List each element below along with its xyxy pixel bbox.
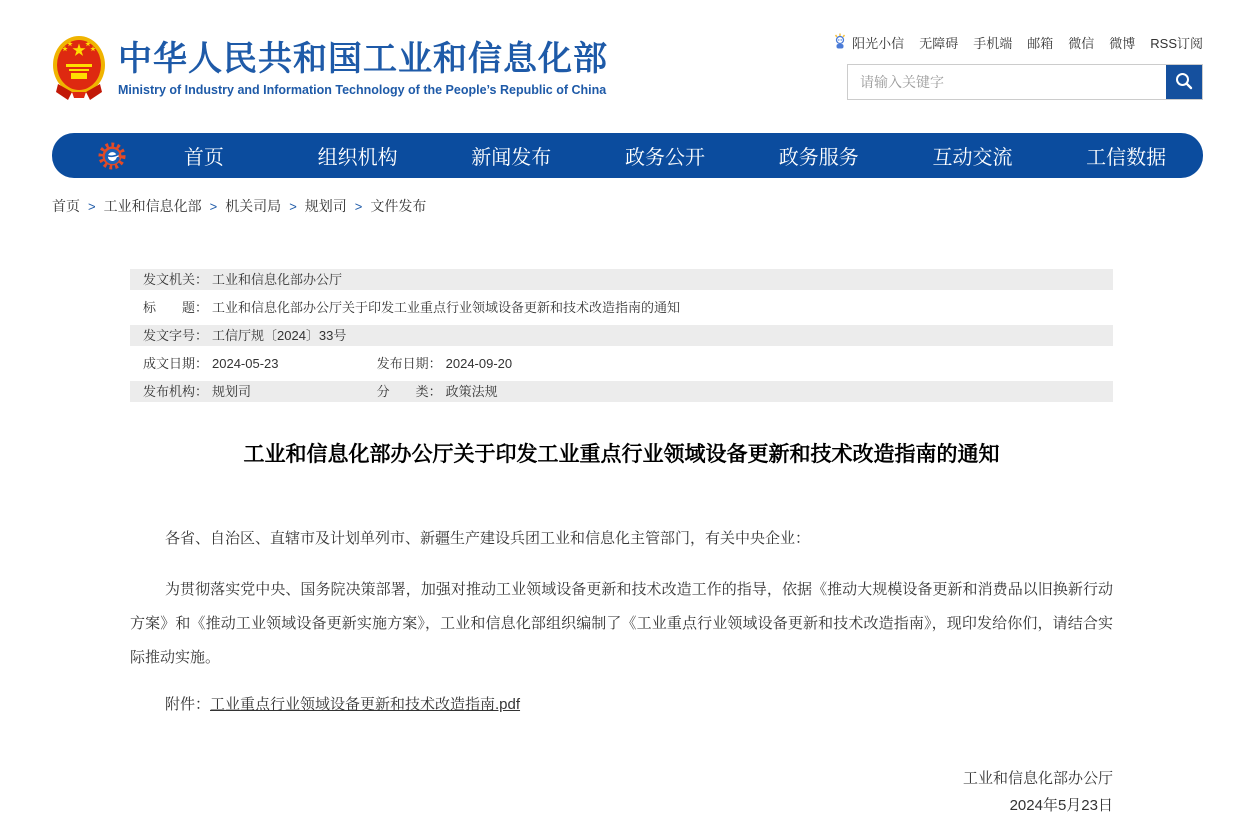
breadcrumb-separator: > (354, 198, 363, 214)
doc-meta-row-doc-number (130, 325, 1113, 346)
search-input[interactable] (848, 65, 1166, 99)
site-title: 中华人民共和国工业和信息化部 (118, 40, 608, 78)
utility-link-accessibility[interactable]: 无障碍 (919, 36, 959, 51)
miit-gear-logo-icon (97, 141, 127, 171)
national-emblem-icon (52, 34, 106, 100)
meta-value: 规划司 (212, 384, 252, 399)
meta-label: 成文日期： (143, 356, 209, 371)
site-header (52, 34, 608, 100)
nav-item-public-affairs[interactable]: 政务公开 (625, 147, 706, 169)
search-bar (847, 64, 1203, 100)
breadcrumb-item-planning[interactable]: 规划司 (304, 198, 347, 214)
meta-label: 发布日期： (376, 356, 442, 371)
meta-label: 分 类： (376, 384, 442, 399)
nav-items (127, 141, 1203, 170)
doc-meta-row-title (130, 297, 1113, 318)
search-button[interactable] (1166, 65, 1202, 99)
breadcrumb-separator: > (209, 198, 218, 214)
robot-icon (832, 33, 848, 52)
nav-item-home[interactable]: 首页 (183, 147, 224, 169)
svg-text:★: ★ (84, 42, 92, 48)
nav-item-data[interactable]: 工信数据 (1086, 147, 1167, 169)
doc-meta-row-dates (130, 353, 1113, 374)
signature-date: 2024年5月23日 (1009, 797, 1113, 814)
breadcrumb-separator: > (289, 198, 297, 214)
main-nav (52, 133, 1203, 178)
nav-item-organization[interactable]: 组织机构 (317, 147, 398, 169)
breadcrumb-item-home[interactable]: 首页 (52, 198, 80, 214)
breadcrumb (52, 196, 426, 216)
utility-link-mail[interactable]: 邮箱 (1027, 36, 1054, 51)
doc-meta-row-issuing-org (130, 269, 1113, 290)
utility-link-mobile[interactable]: 手机端 (973, 36, 1013, 51)
meta-value: 2024-09-20 (445, 356, 513, 371)
signature-block (130, 765, 1113, 819)
attachment-pdf-link[interactable]: 工业重点行业领域设备更新和技术改造指南.pdf (210, 696, 521, 713)
meta-label: 发布机构： (143, 384, 209, 399)
meta-value: 工业和信息化部办公厅 (212, 272, 343, 287)
site-title-block (118, 34, 608, 97)
nav-item-interaction[interactable]: 互动交流 (932, 147, 1013, 169)
svg-text:★: ★ (66, 42, 74, 48)
meta-value: 工信厅规〔2024〕33号 (212, 328, 347, 343)
utility-link-weibo[interactable]: 微博 (1109, 36, 1136, 51)
meta-label: 发文字号： (143, 328, 209, 343)
utility-link-sunshine[interactable]: 阳光小信 (832, 33, 904, 52)
meta-value: 工业和信息化部办公厅关于印发工业重点行业领域设备更新和技术改造指南的通知 (212, 300, 681, 315)
meta-value: 2024-05-23 (212, 356, 279, 371)
doc-meta-row-publisher-category (130, 381, 1113, 402)
svg-text:★: ★ (72, 42, 86, 58)
article-title: 工业和信息化部办公厅关于印发工业重点行业领域设备更新和技术改造指南的通知 (243, 443, 1000, 466)
search-icon (1174, 71, 1194, 94)
attachment-label: 附件： (165, 696, 211, 713)
breadcrumb-item-departments[interactable]: 机关司局 (225, 198, 282, 214)
nav-item-services[interactable]: 政务服务 (778, 147, 859, 169)
document-container (130, 269, 1113, 819)
utility-link-rss[interactable]: RSS订阅 (1150, 36, 1203, 51)
meta-label: 标 题： (143, 300, 209, 315)
utility-link-wechat[interactable]: 微信 (1068, 36, 1095, 51)
meta-label: 发文机关： (143, 272, 209, 287)
breadcrumb-separator: > (88, 198, 96, 214)
signature-org: 工业和信息化部办公厅 (962, 770, 1113, 787)
breadcrumb-item-documents[interactable]: 文件发布 (370, 198, 427, 214)
breadcrumb-item-miit[interactable]: 工业和信息化部 (103, 198, 202, 214)
article-paragraph-body: 为贯彻落实党中央、国务院决策部署，加强对推动工业领域设备更新和技术改造工作的指导，依据《推动大规模设备更新和消费品以旧换新行动方案》和《推动工业领域设备更新实施方案》，工业和信息化部组织编制了《工业重点行业领域设备更新和技术改造指南》，现印发给你们，请结合实际推动实施。 (130, 581, 1113, 666)
site-subtitle: Ministry of Industry and Information Technology of the People’s Republic of China (118, 83, 607, 97)
meta-value: 政策法规 (445, 384, 498, 399)
doc-meta-table (130, 269, 1113, 402)
utility-links (832, 33, 1203, 52)
attachment-line (130, 695, 1113, 715)
svg-text:★: ★ (61, 47, 69, 53)
svg-text:★: ★ (89, 47, 97, 53)
nav-item-news[interactable]: 新闻发布 (471, 147, 552, 169)
article-paragraph-salutation: 各省、自治区、直辖市及计划单列市、新疆生产建设兵团工业和信息化主管部门，有关中央企业： (165, 530, 811, 547)
